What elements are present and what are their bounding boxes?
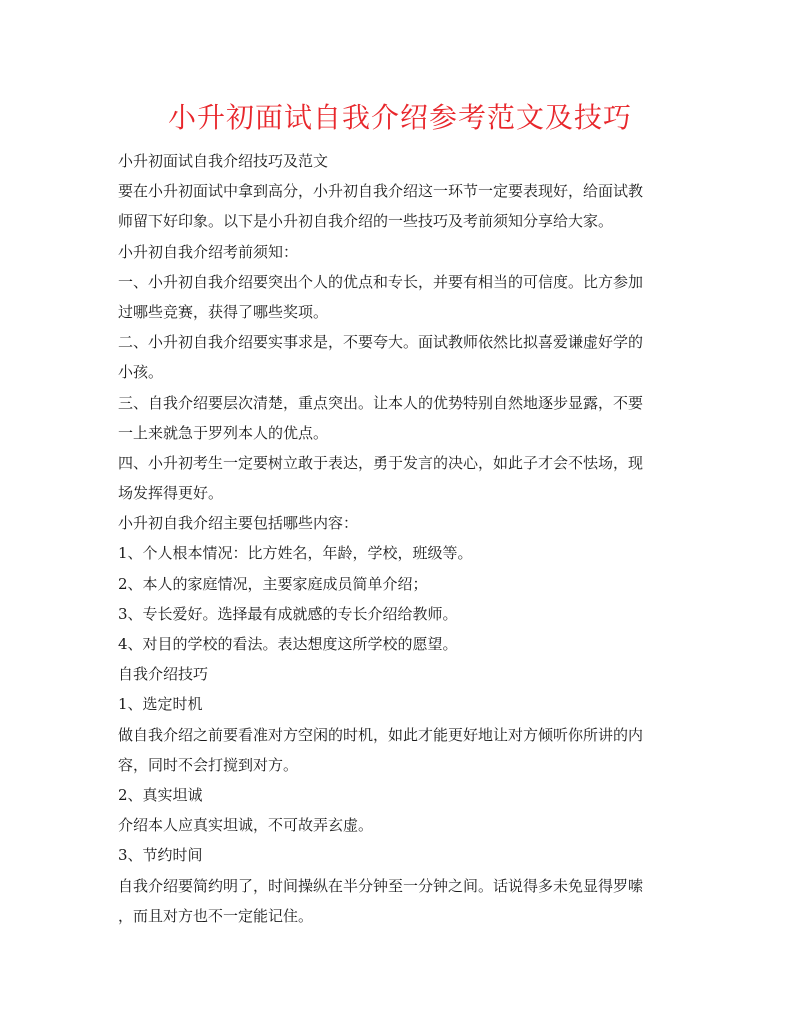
paragraph-line: 四、小升初考生一定要树立敢于表达，勇于发言的决心，如此子才会不怯场，现 [118,453,644,472]
paragraph-line: 做自我介绍之前要看准对方空闲的时机，如此才能更好地让对方倾听你所讲的内 [118,725,644,744]
document-body [118,146,678,931]
paragraph-line: 4、对目的学校的看法。表达想度这所学校的愿望。 [118,635,458,653]
paragraph-line: 小升初面试自我介绍技巧及范文 [118,152,329,170]
paragraph-line: 小升初自我介绍考前须知： [118,242,299,261]
paragraph-line: 自我介绍要简约明了，时间操纵在半分钟至一分钟之间。话说得多未免显得罗嗦 [118,876,644,895]
paragraph-line: 1、选定时机 [118,695,203,714]
paragraph-line: ，而且对方也不一定能记住。 [118,906,314,925]
paragraph-line: 2、真实坦诚 [118,785,203,804]
paragraph-line: 自我介绍技巧 [118,665,209,684]
paragraph-line: 一、小升初自我介绍要突出个人的优点和专长，并要有相当的可信度。比方参加 [118,272,644,291]
paragraph-line: 1、个人根本情况：比方姓名，年龄，学校，班级等。 [118,544,473,563]
paragraph-line: 过哪些竞赛，获得了哪些奖项。 [118,302,329,321]
paragraph-line: 要在小升初面试中拿到高分，小升初自我介绍这一环节一定要表现好，给面试教 [118,182,644,201]
paragraph-line: 3、节约时间 [118,846,203,865]
paragraph-line: 师留下好印象。以下是小升初自我介绍的一些技巧及考前须知分享给大家。 [118,212,614,231]
paragraph-line: 3、专长爱好。选择最有成就感的专长介绍给教师。 [118,604,458,623]
paragraph-line: 三、自我介绍要层次清楚，重点突出。让本人的优势特别自然地逐步显露，不要 [118,393,644,412]
paragraph-line: 容，同时不会打搅到对方。 [118,755,299,774]
paragraph-line: 二、小升初自我介绍要实事求是，不要夸大。面试教师依然比拟喜爱谦虚好学的 [118,333,644,352]
document-title: 小升初面试自我介绍参考范文及技巧 [167,101,632,134]
paragraph-line: 介绍本人应真实坦诚，不可故弄玄虚。 [118,816,374,835]
paragraph-line: 小升初自我介绍主要包括哪些内容： [118,514,359,533]
paragraph-line: 一上来就急于罗列本人的优点。 [118,423,329,442]
paragraph-line: 场发挥得更好。 [118,484,224,503]
paragraph-line: 小孩。 [118,363,164,382]
paragraph-line: 2、本人的家庭情况，主要家庭成员简单介绍； [118,574,428,593]
